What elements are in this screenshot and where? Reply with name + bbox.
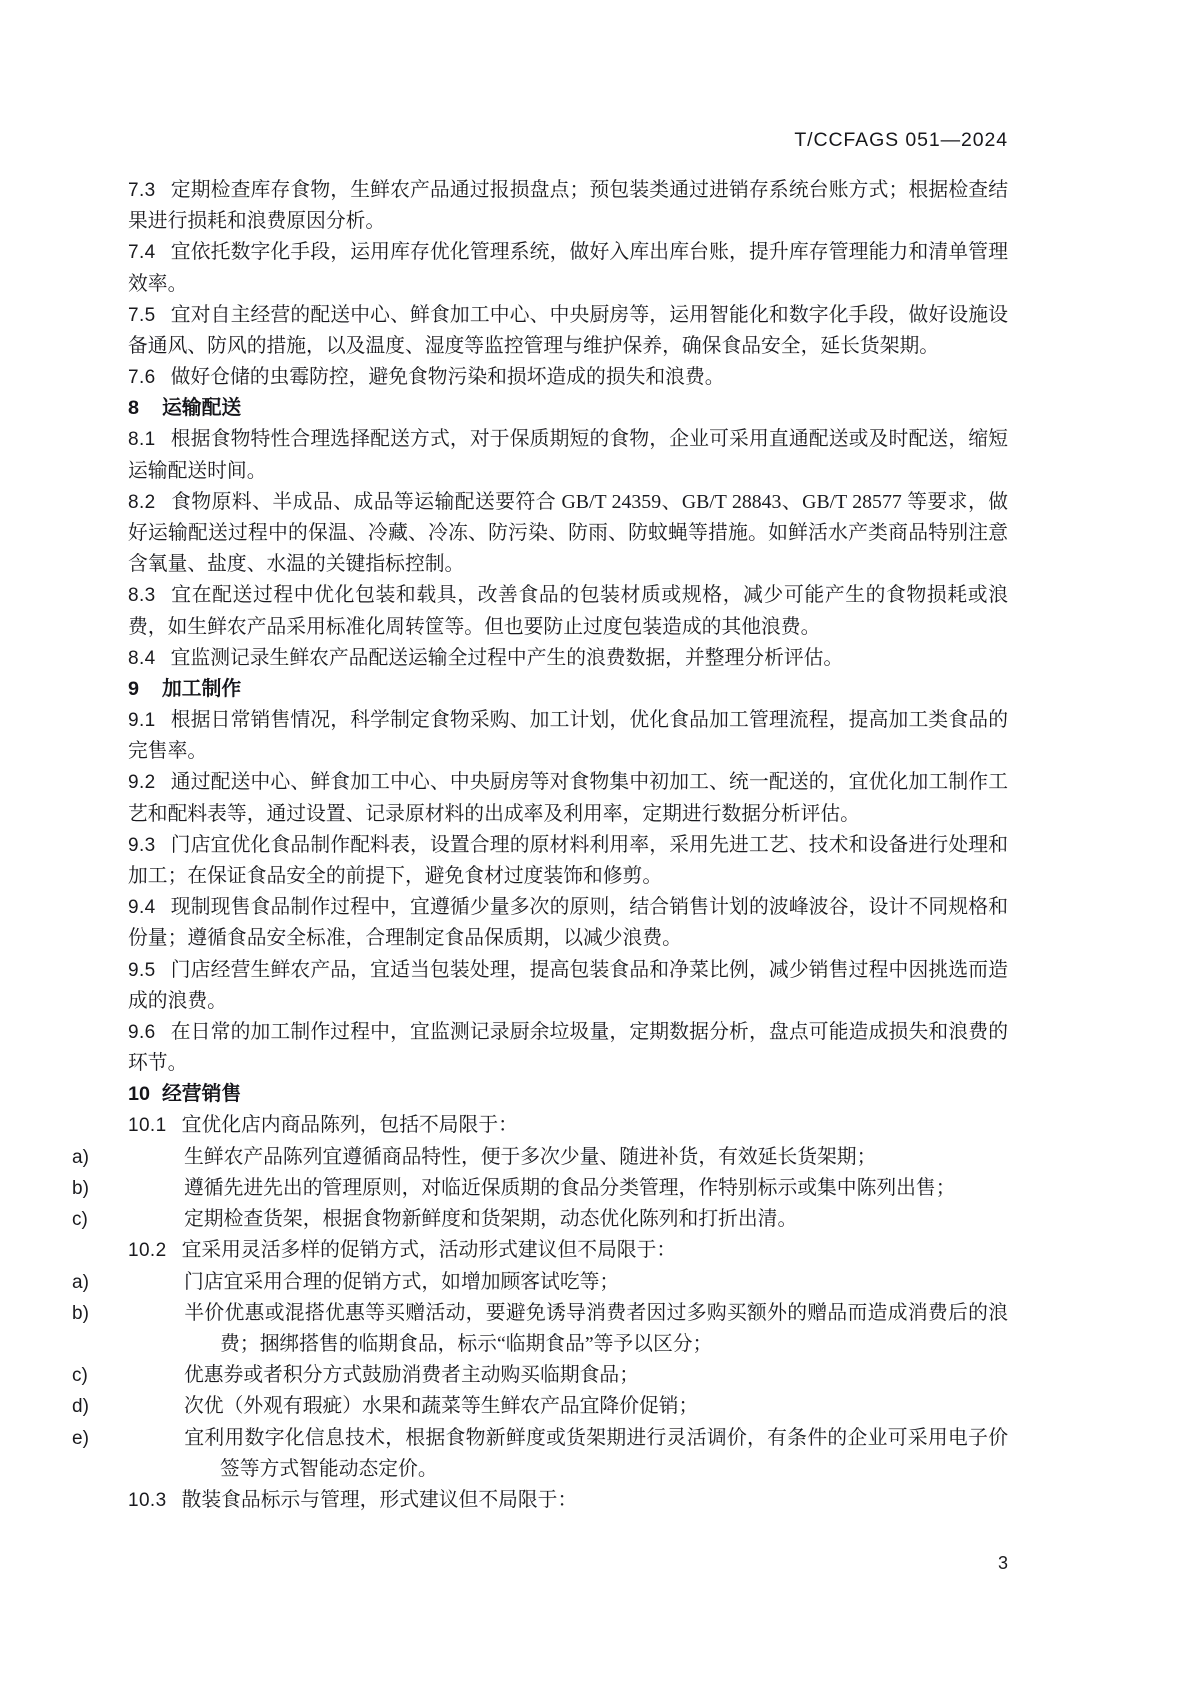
list-item <box>72 1142 1008 1173</box>
list-item-text: 优惠券或者积分方式鼓励消费者主动购买临期食品； <box>184 1364 639 1387</box>
clause-text: 宜监测记录生鲜农产品配送运输全过程中产生的浪费数据，并整理分析评估。 <box>170 646 844 669</box>
running-header-standard-number: T/CCFAGS 051—2024 <box>794 129 1008 151</box>
section-number: 9 <box>128 678 140 701</box>
clause-10-1 <box>128 1110 1008 1141</box>
clause-number: 8.3 <box>128 585 156 607</box>
list-item-text: 次优（外观有瑕疵）水果和蔬菜等生鲜农产品宜降价促销； <box>184 1395 699 1418</box>
list-item-text: 生鲜农产品陈列宜遵循商品特性，便于多次少量、随进补货，有效延长货架期； <box>184 1145 877 1168</box>
clause-text: 门店宜优化食品制作配料表，设置合理的原材料利用率，采用先进工艺、技术和设备进行处理和加工；在保证食品安全的前提下，避免食材过度装饰和修剪。 <box>128 833 1008 888</box>
clause-number: 7.5 <box>128 304 156 326</box>
clause-9-4 <box>128 892 1008 954</box>
section-heading-8 <box>128 393 1008 424</box>
clause-number: 9.6 <box>128 1022 156 1044</box>
list-item-letter: a) <box>72 1271 89 1293</box>
clause-text: 根据食物特性合理选择配送方式，对于保质期短的食物，企业可采用直通配送或及时配送，缩短运输配送时间。 <box>128 428 1008 482</box>
section-heading-9 <box>128 674 1008 705</box>
clause-8-1 <box>128 424 1008 486</box>
list-item-text: 宜利用数字化信息技术，根据食物新鲜度或货架期进行灵活调价，有条件的企业可采用电子价签等方式智能动态定价。 <box>184 1426 1008 1480</box>
clause-number: 7.4 <box>128 242 156 264</box>
clause-text: 在日常的加工制作过程中，宜监测记录厨余垃圾量，定期数据分析，盘点可能造成损失和浪费的环节。 <box>128 1021 1008 1075</box>
clause-7-4 <box>128 237 1008 299</box>
clause-text: 定期检查库存食物，生鲜农产品通过报损盘点；预包装类通过进销存系统台账方式；根据检查结果进行损耗和浪费原因分析。 <box>128 179 1008 233</box>
list-item-text: 门店宜采用合理的促销方式，如增加顾客试吃等； <box>184 1270 620 1293</box>
list-item <box>72 1360 1008 1391</box>
clause-text: 根据日常销售情况，科学制定食物采购、加工计划，优化食品加工管理流程，提高加工类食品的完售率。 <box>128 709 1008 763</box>
clause-10-2 <box>128 1235 1008 1266</box>
list-item-text: 半价优惠或混搭优惠等买赠活动，要避免诱导消费者因过多购买额外的赠品而造成消费后的浪费；捆绑搭售的临期食品，标示“临期食品”等予以区分； <box>184 1301 1008 1355</box>
page-number: 3 <box>997 1553 1008 1573</box>
clause-number: 9.2 <box>128 772 156 794</box>
clause-number: 10.3 <box>128 1489 167 1511</box>
clause-10-3 <box>128 1485 1008 1516</box>
clause-8-2 <box>128 487 1008 581</box>
list-item <box>72 1204 1008 1235</box>
list-item-letter: c) <box>72 1209 88 1231</box>
clause-number: 8.2 <box>128 491 156 513</box>
clause-number: 10.2 <box>128 1240 167 1262</box>
clause-number: 10.1 <box>128 1115 167 1137</box>
section-number: 10 <box>128 1083 151 1106</box>
document-body <box>72 175 1008 1516</box>
clause-8-4 <box>128 643 1008 674</box>
section-title: 加工制作 <box>162 678 242 701</box>
list-item <box>72 1267 1008 1298</box>
clause-number: 9.4 <box>128 897 156 919</box>
clause-number: 8.1 <box>128 429 156 451</box>
clause-text: 门店经营生鲜农产品，宜适当包装处理，提高包装食品和净菜比例，减少销售过程中因挑选而造成的浪费。 <box>128 958 1008 1012</box>
list-item-letter: a) <box>72 1146 89 1168</box>
list-item <box>72 1391 1008 1422</box>
clause-text: 通过配送中心、鲜食加工中心、中央厨房等对食物集中初加工、统一配送的，宜优化加工制作工艺和配料表等，通过设置、记录原材料的出成率及利用率，定期进行数据分析评估。 <box>128 771 1008 825</box>
clause-text: 散装食品标示与管理，形式建议但不局限于： <box>181 1488 578 1511</box>
clause-9-1 <box>128 705 1008 767</box>
clause-text: 宜采用灵活多样的促销方式，活动形式建议但不局限于： <box>181 1239 677 1262</box>
clause-7-5 <box>128 300 1008 362</box>
list-item-letter: c) <box>72 1365 88 1387</box>
list-item <box>72 1298 1008 1360</box>
clause-text: 做好仓储的虫霉防控，避免食物污染和损坏造成的损失和浪费。 <box>170 366 725 389</box>
page-content-column <box>72 0 1008 1698</box>
list-item-text: 定期检查货架，根据食物新鲜度和货架期，动态优化陈列和打折出清。 <box>184 1208 798 1231</box>
clause-9-2 <box>128 767 1008 829</box>
list-item-letter: b) <box>72 1177 89 1199</box>
clause-7-6 <box>128 362 1008 393</box>
clause-text: 现制现售食品制作过程中，宜遵循少量多次的原则，结合销售计划的波峰波谷，设计不同规格和份量；遵循食品安全标准，合理制定食品保质期，以减少浪费。 <box>128 896 1008 950</box>
clause-text: 食物原料、半成品、成品等运输配送要符合 GB/T 24359、GB/T 28843、GB/T 28577 等要求，做好运输配送过程中的保温、冷藏、冷冻、防污染、防雨、防蚊蝇等措施。如鲜活水产类商品特别注意含氧量、盐度、水温的关键指标控制。 <box>128 490 1008 576</box>
clause-8-3 <box>128 580 1008 642</box>
clause-number: 7.6 <box>128 367 156 389</box>
clause-text: 宜在配送过程中优化包装和载具，改善食品的包装材质或规格，减少可能产生的食物损耗或浪费，如生鲜农产品采用标准化周转筐等。但也要防止过度包装造成的其他浪费。 <box>128 584 1008 638</box>
clause-9-3 <box>128 830 1008 892</box>
list-item-text: 遵循先进先出的管理原则，对临近保质期的食品分类管理，作特别标示或集中陈列出售； <box>184 1176 956 1199</box>
list-item-letter: d) <box>72 1396 89 1418</box>
list-item <box>72 1173 1008 1204</box>
clause-number: 9.3 <box>128 834 156 856</box>
section-title: 经营销售 <box>162 1083 242 1106</box>
clause-text: 宜对自主经营的配送中心、鲜食加工中心、中央厨房等，运用智能化和数字化手段，做好设施设备通风、防风的措施，以及温度、湿度等监控管理与维护保养，确保食品安全，延长货架期。 <box>128 303 1008 358</box>
list-item <box>72 1423 1008 1485</box>
clause-9-5 <box>128 955 1008 1017</box>
clause-9-6 <box>128 1017 1008 1079</box>
clause-number: 7.3 <box>128 180 156 201</box>
list-item-letter: e) <box>72 1427 89 1449</box>
clause-number: 9.1 <box>128 710 156 732</box>
section-heading-10 <box>128 1079 1008 1110</box>
section-number: 8 <box>128 397 140 420</box>
clause-7-3 <box>128 175 1008 237</box>
clause-number: 9.5 <box>128 959 156 981</box>
clause-text: 宜依托数字化手段，运用库存优化管理系统，做好入库出库台账，提升库存管理能力和清单管理效率。 <box>128 241 1008 295</box>
section-title: 运输配送 <box>162 397 242 420</box>
clause-number: 8.4 <box>128 647 156 669</box>
list-item-letter: b) <box>72 1302 89 1324</box>
clause-text: 宜优化店内商品陈列，包括不局限于： <box>181 1114 518 1137</box>
